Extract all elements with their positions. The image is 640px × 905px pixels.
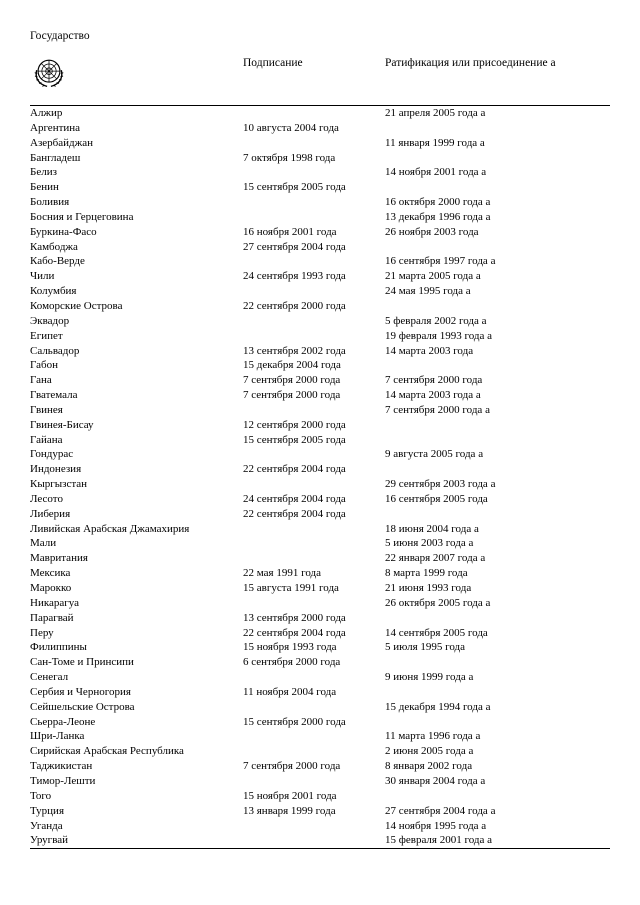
table-row [30, 507, 610, 522]
country-cell: Бенин [30, 181, 59, 194]
signature-cell [243, 210, 385, 225]
signature-cell [243, 522, 385, 537]
signature-cell: 15 ноября 1993 года [243, 641, 337, 654]
country-cell: Босния и Герцеговина [30, 210, 134, 223]
country-cell: Индонезия [30, 463, 82, 476]
country-cell: Уганда [30, 819, 63, 832]
table-row [30, 151, 610, 166]
signature-cell [243, 254, 385, 269]
signature-cell: 24 сентября 1993 года [243, 270, 346, 283]
signature-cell: 10 августа 2004 года [243, 121, 339, 134]
signature-cell: 22 сентября 2000 года [243, 299, 346, 312]
signature-cell: 12 сентября 2000 года [243, 418, 346, 431]
ratification-cell: 14 ноября 1995 года a [385, 819, 487, 832]
ratification-cell: 21 апреля 2005 года a [385, 107, 486, 119]
signature-cell: 15 декабря 2004 года [243, 359, 341, 372]
treaty-status-table [30, 55, 610, 849]
country-cell: Кыргызстан [30, 478, 88, 491]
signature-cell [243, 670, 385, 685]
table-row [30, 329, 610, 344]
table-row [30, 715, 610, 730]
country-cell: Марокко [30, 582, 72, 594]
ratification-cell [385, 611, 610, 626]
table-row [30, 433, 610, 448]
table-row [30, 804, 610, 819]
ratification-cell: 5 июня 2003 года a [385, 537, 474, 550]
ratification-cell [385, 715, 610, 730]
ratification-cell: 18 июня 2004 года a [385, 522, 479, 535]
ratification-cell: 16 сентября 2005 года [385, 492, 488, 505]
table-row [30, 640, 610, 655]
signature-cell: 15 сентября 2005 года [243, 433, 346, 446]
signature-cell [243, 106, 385, 121]
country-cell: Филиппины [30, 641, 87, 654]
signature-cell: 27 сентября 2004 года [243, 240, 346, 253]
table-row [30, 225, 610, 240]
table-row [30, 477, 610, 492]
country-cell: Кабо-Верде [30, 255, 85, 268]
signature-cell [243, 195, 385, 210]
ratification-cell: 27 сентября 2004 года a [385, 804, 496, 817]
country-cell: Габон [30, 359, 58, 372]
country-cell: Сейшельские Острова [30, 700, 135, 713]
signature-cell: 7 сентября 2000 года [243, 389, 341, 402]
table-row [30, 106, 610, 121]
country-cell: Коморские Острова [30, 299, 123, 312]
table-row [30, 700, 610, 715]
country-cell: Того [30, 789, 52, 802]
table-row [30, 254, 610, 269]
signature-cell: 22 сентября 2004 года [243, 626, 346, 639]
ratification-cell: 26 ноября 2003 года [385, 225, 479, 238]
ratification-cell: 5 июля 1995 года [385, 641, 466, 654]
signature-cell: 15 сентября 2000 года [243, 715, 346, 728]
signature-cell [243, 165, 385, 180]
signature-cell [243, 329, 385, 344]
country-cell: Тимор-Лешти [30, 774, 96, 787]
table-row [30, 210, 610, 225]
country-cell: Лесото [30, 492, 63, 505]
table-row [30, 180, 610, 195]
ratification-cell: 21 июня 1993 года [385, 582, 472, 594]
country-cell: Боливия [30, 196, 70, 209]
country-cell: Гвинея [30, 403, 63, 416]
country-cell: Уругвай [30, 834, 69, 847]
country-cell: Гана [30, 374, 52, 387]
country-cell: Шри-Ланка [30, 730, 85, 743]
country-cell: Египет [30, 329, 63, 342]
signature-cell: 7 сентября 2000 года [243, 760, 341, 773]
ratification-cell [385, 655, 610, 670]
table-row [30, 195, 610, 210]
country-cell: Сан-Томе и Принсипи [30, 656, 134, 669]
table-row [30, 655, 610, 670]
table-row [30, 269, 610, 284]
table-row [30, 403, 610, 418]
country-cell: Гайана [30, 433, 63, 446]
table-row [30, 314, 610, 329]
signature-cell [243, 729, 385, 744]
country-cell: Ливийская Арабская Джамахирия [30, 522, 190, 535]
country-cell: Сербия и Черногория [30, 685, 131, 698]
table-row [30, 240, 610, 255]
ratification-cell: 11 марта 1996 года a [385, 730, 481, 743]
country-cell: Мали [30, 537, 57, 550]
signature-cell [243, 700, 385, 715]
table-row [30, 774, 610, 789]
country-cell: Эквадор [30, 314, 70, 327]
signature-cell: 7 октября 1998 года [243, 151, 336, 164]
signature-cell [243, 284, 385, 299]
table-row [30, 833, 610, 848]
table-row [30, 596, 610, 611]
ratification-cell: 22 января 2007 года a [385, 552, 486, 565]
signature-cell [243, 447, 385, 462]
country-cell: Гватемала [30, 389, 78, 402]
signature-cell [243, 536, 385, 551]
country-cell: Сальвадор [30, 344, 80, 357]
signature-cell: 13 января 1999 года [243, 804, 336, 817]
table-row [30, 344, 610, 359]
country-cell: Белиз [30, 166, 57, 179]
country-cell: Алжир [30, 107, 63, 119]
table-row [30, 358, 610, 373]
ratification-cell: 26 октября 2005 года a [385, 596, 491, 609]
signature-cell: 13 сентября 2000 года [243, 611, 346, 624]
country-cell: Буркина-Фасо [30, 225, 97, 238]
signature-cell: 16 ноября 2001 года [243, 225, 337, 238]
signature-cell: 22 сентября 2004 года [243, 463, 346, 476]
ratification-cell: 7 сентября 2000 года a [385, 403, 490, 416]
ratification-cell: 29 сентября 2003 года a [385, 478, 496, 491]
ratification-cell: 21 марта 2005 года a [385, 270, 481, 283]
signature-cell [243, 819, 385, 834]
country-cell: Азербайджан [30, 136, 94, 149]
country-cell: Либерия [30, 507, 71, 520]
column-header-signature: Подписание [243, 55, 385, 106]
ratification-cell: 11 января 1999 года a [385, 136, 485, 149]
ratification-cell [385, 433, 610, 448]
table-row [30, 284, 610, 299]
table-row [30, 418, 610, 433]
table-row [30, 388, 610, 403]
ratification-cell [385, 418, 610, 433]
country-cell: Камбоджа [30, 240, 78, 253]
ratification-cell [385, 507, 610, 522]
signature-cell [243, 833, 385, 848]
signature-cell: 11 ноября 2004 года [243, 685, 337, 698]
ratification-cell [385, 462, 610, 477]
country-cell: Чили [30, 270, 55, 283]
signature-cell: 22 мая 1991 года [243, 567, 321, 580]
ratification-cell: 19 февраля 1993 года a [385, 329, 493, 342]
ratification-cell [385, 789, 610, 804]
ratification-cell: 5 февраля 2002 года a [385, 314, 487, 327]
ratification-cell [385, 121, 610, 136]
ratification-cell [385, 358, 610, 373]
ratification-cell [385, 299, 610, 314]
ratification-cell [385, 151, 610, 166]
table-row [30, 165, 610, 180]
table-row [30, 121, 610, 136]
ratification-cell: 9 августа 2005 года a [385, 448, 484, 461]
signature-cell: 15 сентября 2005 года [243, 181, 346, 194]
ratification-cell [385, 685, 610, 700]
country-cell: Колумбия [30, 285, 77, 298]
table-row [30, 581, 610, 596]
ratification-cell: 14 марта 2003 года [385, 344, 474, 357]
page-title: Государство [30, 30, 90, 42]
column-header-ratification: Ратификация или присоединение a [385, 55, 610, 106]
signature-cell: 24 сентября 2004 года [243, 492, 346, 505]
ratification-cell: 16 октября 2000 года a [385, 196, 491, 209]
table-row [30, 759, 610, 774]
country-cell: Бангладеш [30, 151, 81, 164]
table-row [30, 136, 610, 151]
table-row [30, 536, 610, 551]
un-emblem-icon [30, 55, 68, 93]
table-row [30, 373, 610, 388]
signature-cell: 15 августа 1991 года [243, 582, 339, 594]
country-cell: Аргентина [30, 121, 81, 134]
ratification-cell: 8 марта 1999 года [385, 567, 468, 580]
logo-cell [30, 55, 243, 106]
table-row [30, 566, 610, 581]
country-cell: Таджикистан [30, 760, 93, 773]
country-cell: Никарагуа [30, 596, 80, 609]
ratification-cell: 15 февраля 2001 года a [385, 834, 493, 847]
ratification-cell: 8 января 2002 года [385, 760, 473, 773]
country-cell: Гондурас [30, 448, 74, 461]
signature-cell: 22 сентября 2004 года [243, 507, 346, 520]
table-row [30, 551, 610, 566]
ratification-cell: 30 января 2004 года a [385, 774, 486, 787]
ratification-cell: 16 сентября 1997 года a [385, 255, 496, 268]
ratification-cell: 14 ноября 2001 года a [385, 166, 487, 179]
country-cell: Сьерра-Леоне [30, 715, 96, 728]
signature-cell [243, 744, 385, 759]
country-cell: Парагвай [30, 611, 74, 624]
ratification-cell [385, 240, 610, 255]
table-row [30, 447, 610, 462]
country-table-body [30, 106, 610, 849]
table-row [30, 819, 610, 834]
country-cell: Перу [30, 626, 54, 639]
signature-cell: 13 сентября 2002 года [243, 344, 346, 357]
signature-cell [243, 596, 385, 611]
table-row [30, 626, 610, 641]
country-cell: Гвинея-Бисау [30, 418, 94, 431]
table-row [30, 299, 610, 314]
table-row [30, 744, 610, 759]
ratification-cell [385, 180, 610, 195]
ratification-cell: 13 декабря 1996 года a [385, 210, 491, 223]
ratification-cell: 2 июня 2005 года a [385, 745, 474, 758]
table-row [30, 789, 610, 804]
signature-cell [243, 314, 385, 329]
signature-cell: 15 ноября 2001 года [243, 789, 337, 802]
ratification-cell: 14 сентября 2005 года [385, 626, 488, 639]
signature-cell: 7 сентября 2000 года [243, 374, 341, 387]
table-row [30, 462, 610, 477]
signature-cell [243, 551, 385, 566]
country-cell: Мексика [30, 567, 71, 580]
signature-cell [243, 774, 385, 789]
signature-cell [243, 477, 385, 492]
table-row [30, 729, 610, 744]
ratification-cell: 15 декабря 1994 года a [385, 700, 491, 713]
table-row [30, 685, 610, 700]
country-cell: Мавритания [30, 552, 88, 565]
ratification-cell: 24 мая 1995 года a [385, 285, 471, 298]
table-row [30, 670, 610, 685]
country-cell: Сирийская Арабская Республика [30, 745, 184, 758]
country-cell: Турция [30, 804, 65, 817]
signature-cell: 6 сентября 2000 года [243, 656, 341, 669]
ratification-cell: 14 марта 2003 года a [385, 389, 481, 402]
table-row [30, 611, 610, 626]
table-row [30, 492, 610, 507]
signature-cell [243, 403, 385, 418]
signature-cell [243, 136, 385, 151]
country-cell: Сенегал [30, 671, 69, 684]
table-header-row [30, 55, 610, 106]
ratification-cell: 7 сентября 2000 года [385, 374, 483, 387]
table-row [30, 522, 610, 537]
ratification-cell: 9 июня 1999 года a [385, 671, 474, 684]
